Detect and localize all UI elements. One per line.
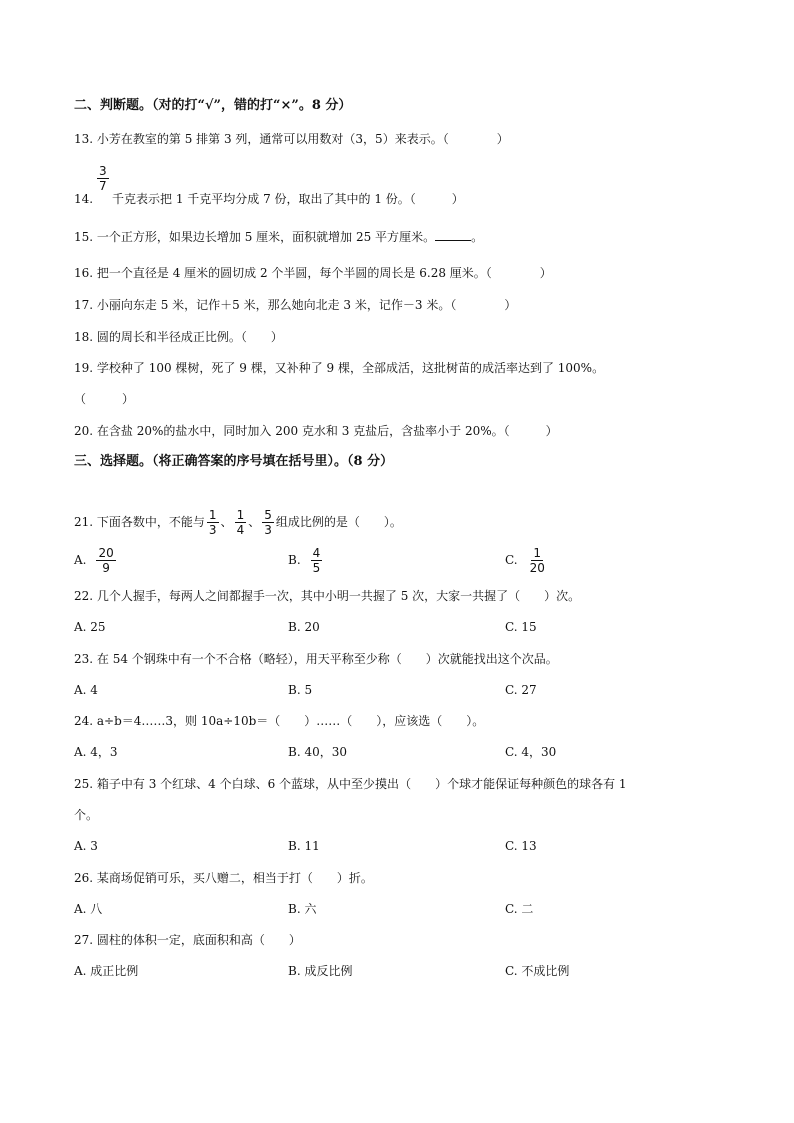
answer-blank bbox=[435, 229, 471, 241]
question-21-prefix: 21. 下面各数中，不能与 bbox=[74, 515, 205, 529]
fraction-5-3 bbox=[262, 508, 274, 537]
separator: 、 bbox=[220, 515, 233, 529]
question-26: 26. 某商场促销可乐，买八赠二，相当于打（ ）折。 bbox=[74, 871, 373, 885]
question-16: 16. 把一个直径是 4 厘米的圆切成 2 个半圆，每个半圆的周长是 6.28 厘米。（ ） bbox=[74, 266, 552, 280]
option-c: C. 13 bbox=[505, 839, 537, 853]
fraction-denominator: 3 bbox=[208, 522, 217, 537]
option-a: A. 4 bbox=[74, 683, 98, 697]
option-c: C. 二 bbox=[505, 902, 534, 916]
option-a: A. 八 bbox=[74, 902, 103, 916]
question-19-line-2: （ ） bbox=[74, 392, 135, 406]
option-c bbox=[505, 540, 549, 580]
option-a: A. 4，3 bbox=[74, 745, 118, 759]
fraction-denominator: 3 bbox=[264, 522, 272, 537]
fraction-numerator: 4 bbox=[312, 545, 321, 560]
option-a bbox=[74, 540, 118, 580]
fraction-denominator: 20 bbox=[529, 560, 545, 575]
option-b: B. 5 bbox=[288, 683, 313, 697]
fraction-denominator: 7 bbox=[99, 179, 107, 193]
question-21-suffix: 组成比例的是（ ）。 bbox=[275, 515, 402, 529]
question-21 bbox=[74, 502, 402, 542]
section-2-title: 二、判断题。（对的打“√”，错的打“×”。8 分） bbox=[74, 98, 352, 113]
question-14-fraction bbox=[97, 164, 109, 193]
question-19-line-1: 19. 学校种了 100 棵树，死了 9 棵，又补种了 9 棵，全部成活，这批树苗的成活率达到了 100%。 bbox=[74, 361, 605, 375]
fraction-numerator: 5 bbox=[264, 507, 272, 522]
question-13: 13. 小芳在教室的第 5 排第 3 列，通常可以用数对（3，5）来表示。（ ） bbox=[74, 132, 509, 146]
fraction-denominator: 4 bbox=[236, 522, 245, 537]
option-b bbox=[288, 540, 324, 580]
option-b: B. 40，30 bbox=[288, 745, 347, 759]
option-c: C. 不成比例 bbox=[505, 964, 570, 978]
option-a: A. 3 bbox=[74, 839, 98, 853]
fraction-denominator: 9 bbox=[102, 560, 110, 575]
option-label: B. bbox=[288, 553, 301, 567]
option-label: A. bbox=[74, 553, 87, 567]
option-fraction bbox=[528, 546, 547, 575]
question-27: 27. 圆柱的体积一定，底面积和高（ ） bbox=[74, 933, 301, 947]
option-b: B. 六 bbox=[288, 902, 317, 916]
option-c: C. 27 bbox=[505, 683, 537, 697]
question-17: 17. 小丽向东走 5 米，记作＋5 米，那么她向北走 3 米，记作－3 米。（ ） bbox=[74, 298, 517, 312]
option-fraction bbox=[311, 546, 323, 575]
question-15-text: 15. 一个正方形，如果边长增加 5 厘米，面积就增加 25 平方厘米。 bbox=[74, 230, 436, 244]
question-24: 24. a÷b＝4……3，则 10a÷10b＝（ ）……（ ），应该选（ ）。 bbox=[74, 714, 485, 728]
question-14-number: 14. bbox=[74, 192, 94, 206]
question-22: 22. 几个人握手，每两人之间都握手一次，其中小明一共握了 5 次，大家一共握了（ ）次。 bbox=[74, 589, 581, 603]
option-fraction bbox=[96, 546, 115, 575]
question-15 bbox=[74, 229, 483, 245]
question-14-text: 千克表示把 1 千克平均分成 7 份，取出了其中的 1 份。（ ） bbox=[112, 192, 464, 206]
separator: 、 bbox=[248, 515, 261, 529]
fraction-numerator: 1 bbox=[236, 507, 245, 522]
option-a: A. 25 bbox=[74, 620, 106, 634]
option-b: B. 成反比例 bbox=[288, 964, 353, 978]
option-b: B. 20 bbox=[288, 620, 320, 634]
fraction-numerator: 1 bbox=[533, 545, 542, 560]
question-18: 18. 圆的周长和半径成正比例。（ ） bbox=[74, 330, 283, 344]
fraction-numerator: 3 bbox=[99, 164, 107, 178]
fraction-numerator: 1 bbox=[208, 507, 217, 522]
option-a: A. 成正比例 bbox=[74, 964, 139, 978]
fraction-denominator: 5 bbox=[312, 560, 321, 575]
section-3-title: 三、选择题。（将正确答案的序号填在括号里）。（8 分） bbox=[74, 454, 394, 469]
fraction-1-4 bbox=[235, 508, 247, 537]
fraction-numerator: 20 bbox=[98, 545, 114, 560]
option-c: C. 4，30 bbox=[505, 745, 557, 759]
option-b: B. 11 bbox=[288, 839, 320, 853]
question-20: 20. 在含盐 20%的盐水中，同时加入 200 克水和 3 克盐后，含盐率小于 20%。（ ） bbox=[74, 424, 558, 438]
question-23: 23. 在 54 个钢珠中有一个不合格（略轻），用天平称至少称（ ）次就能找出这个次品。 bbox=[74, 652, 558, 666]
question-25-line-1: 25. 箱子中有 3 个红球、4 个白球、6 个蓝球，从中至少摸出（ ）个球才能保证每种颜色的球各有 1 bbox=[74, 777, 627, 791]
fraction-1-3 bbox=[207, 508, 219, 537]
question-15-end: 。 bbox=[471, 230, 484, 244]
option-c: C. 15 bbox=[505, 620, 537, 634]
option-label: C. bbox=[505, 553, 518, 567]
question-25-line-2: 个。 bbox=[74, 808, 99, 822]
